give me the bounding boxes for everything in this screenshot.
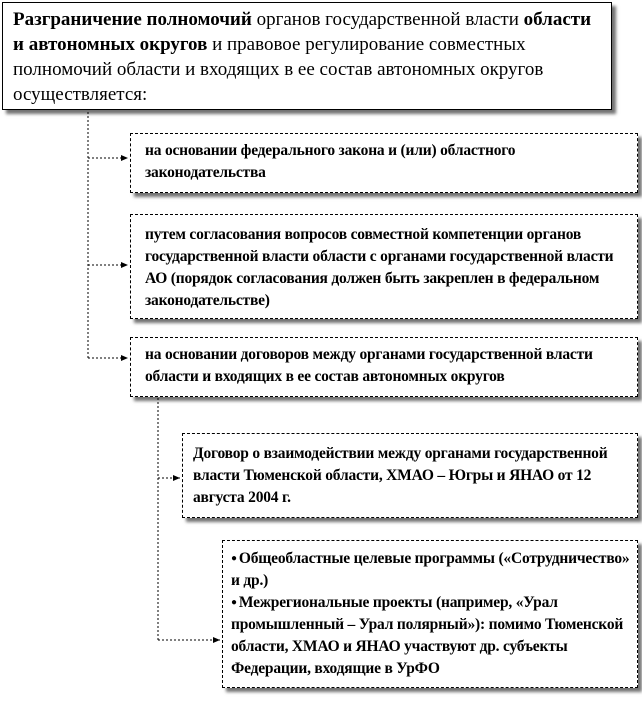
arrow-branch-2 bbox=[121, 262, 128, 268]
arrow-treaty bbox=[173, 475, 180, 481]
header-bold-2: области и автономных округов bbox=[13, 9, 592, 55]
header-box bbox=[2, 2, 612, 110]
branch-box-2 bbox=[130, 214, 638, 319]
header-text-1: органов государственной власти bbox=[251, 9, 524, 30]
arrow-branch-3 bbox=[121, 355, 128, 361]
branch-box-1 bbox=[130, 133, 638, 193]
header-bold-1: Разграничение полномочий bbox=[13, 9, 252, 30]
branch-text-3: на основании договоров между органами государственной власти области и входящих в ее состав автономных округов bbox=[145, 346, 593, 385]
header-text-2: и правовое регулирование совместных полномочий области и входящих в ее состав автономных округов осуществляется: bbox=[13, 34, 544, 105]
branch-box-3 bbox=[130, 337, 638, 397]
branch-text-1: на основании федерального закона и (или) областного законодательства bbox=[145, 142, 516, 181]
treaty-text: о взаимодействии между органами государственной власти Тюменской области, ХМАО – Югры и ЯНАО от 12 августа 2004 г. bbox=[193, 445, 608, 506]
treaty-box bbox=[182, 433, 638, 518]
treaty-bold: Договор bbox=[193, 445, 249, 462]
programs-item-1: ● Общеобластные целевые программы («Сотрудничество» и др.) bbox=[231, 548, 631, 592]
branch-text-2: путем согласования вопросов совместной компетенции органов государственной власти области с органами государственной власти АО (порядок согласования должен быть закреплен в федеральном законодательстве) bbox=[145, 226, 614, 309]
programs-box bbox=[222, 540, 638, 688]
programs-item-2: ● Межрегиональные проекты (например, «Урал промышленный – Урал полярный»): помимо Тюменской области, ХМАО и ЯНАО участвуют др. субъекты Федерации, входящие в УрФО bbox=[231, 592, 631, 680]
arrow-programs bbox=[213, 637, 220, 643]
arrow-branch-1 bbox=[121, 155, 128, 161]
